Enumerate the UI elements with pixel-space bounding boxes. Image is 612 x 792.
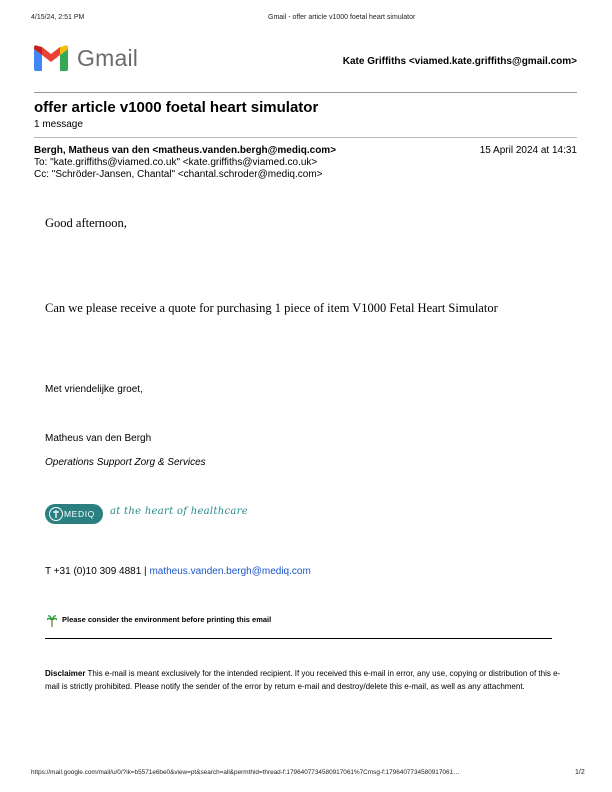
sender-name: Matheus van den Bergh	[45, 433, 152, 444]
palm-tree-icon	[47, 614, 57, 626]
mediq-cross-icon	[49, 507, 63, 521]
print-page-title: Gmail - offer article v1000 foetal heart simulator	[268, 14, 416, 21]
from-text: Bergh, Matheus van den <matheus.vanden.bergh@mediq.com>	[34, 145, 337, 156]
disclaimer-label: Disclaimer	[45, 669, 86, 678]
header-divider	[34, 92, 577, 93]
disclaimer-divider	[45, 638, 552, 639]
print-datetime: 4/15/24, 2:51 PM	[31, 14, 85, 21]
thread-subject: offer article v1000 foetal heart simulator	[34, 99, 319, 116]
mediq-tagline: at the heart of healthcare	[110, 506, 248, 517]
mediq-logo	[45, 504, 103, 524]
account-label: Kate Griffiths <viamed.kate.griffiths@gmail.com>	[342, 56, 577, 67]
phone-text: T +31 (0)10 309 4881 |	[45, 566, 150, 577]
subject-divider	[34, 137, 577, 138]
environment-note: Please consider the environment before printing this email	[62, 615, 272, 624]
gmail-logo-icon	[34, 45, 68, 71]
contact-line	[45, 566, 311, 577]
message-count: 1 message	[34, 119, 83, 130]
gmail-wordmark: Gmail	[77, 45, 139, 71]
print-url: https://mail.google.com/mail/u/0/?ik=b5571e6be0&view=pt&search=all&permthid=thread-f:1796407734580917061%7Cmsg-f:1796407734580917061…	[31, 769, 460, 776]
closing: Met vriendelijke groet,	[45, 384, 143, 395]
message-to: To: "kate.griffiths@viamed.co.uk" <kate.griffiths@viamed.co.uk>	[34, 157, 318, 168]
disclaimer-text: This e-mail is meant exclusively for the intended recipient. If you received this e-mail in error, any use, copying or distribution of this e-mail is strictly prohibited. Please notify the sender of the error by return e-mail and destroy/delete this e-mail, as well as any attachment.	[45, 669, 561, 691]
mediq-logo-text: MEDIQ	[64, 509, 95, 519]
print-page-number: 1/2	[575, 769, 585, 776]
greeting: Good afternoon,	[45, 216, 127, 230]
message-cc: Cc: "Schröder-Jansen, Chantal" <chantal.schroder@mediq.com>	[34, 169, 323, 180]
message-from	[34, 145, 336, 156]
sender-title: Operations Support Zorg & Services	[45, 457, 206, 468]
sender-email-link[interactable]: matheus.vanden.bergh@mediq.com	[149, 566, 311, 577]
message-body: Can we please receive a quote for purchasing 1 piece of item V1000 Fetal Heart Simulator	[45, 301, 498, 315]
disclaimer	[45, 668, 570, 693]
message-date: 15 April 2024 at 14:31	[479, 145, 577, 156]
